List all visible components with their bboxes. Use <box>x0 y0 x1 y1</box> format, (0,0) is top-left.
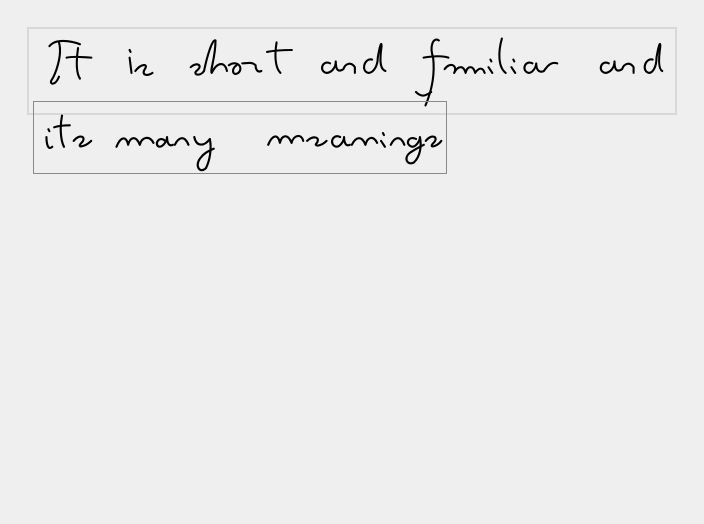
text-line-2 <box>33 101 447 174</box>
handwriting-ink-line-2 <box>34 102 446 173</box>
